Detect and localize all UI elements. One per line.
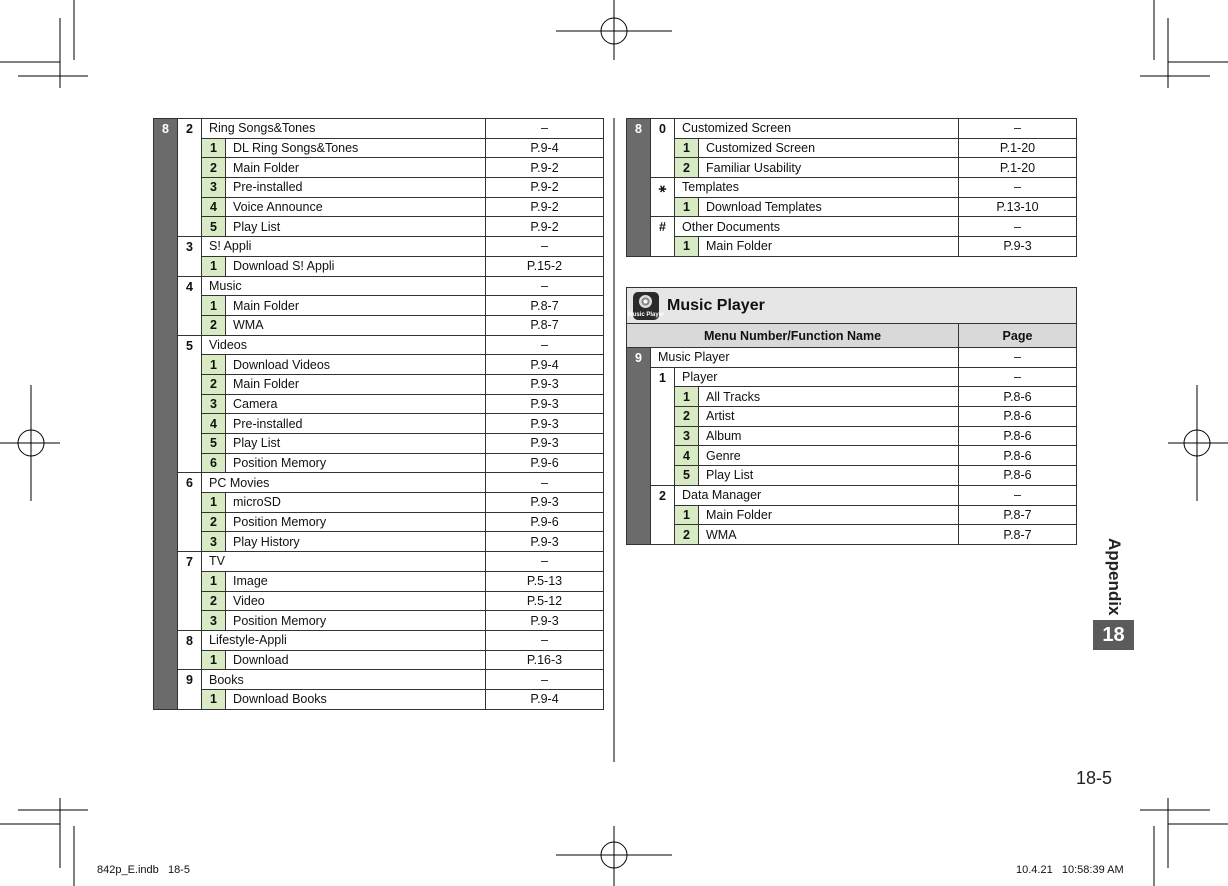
menu-item-page: –: [959, 119, 1077, 139]
submenu-item-number: 3: [202, 178, 226, 198]
submenu-item-label: Download Templates: [699, 197, 959, 217]
menu-item-page: P.13-10: [959, 197, 1077, 217]
submenu-item-label: Play List: [226, 217, 486, 237]
submenu-item-number: 5: [202, 434, 226, 454]
footer-left: 842p_E.indb 18-5: [97, 864, 190, 876]
submenu-item-label: Genre: [699, 446, 959, 466]
menu-item-page: P.8-7: [959, 505, 1077, 525]
left-menu-table: [153, 118, 604, 710]
menu-item-number: 0: [651, 119, 675, 178]
submenu-item-label: Image: [226, 571, 486, 591]
menu-group-number: 8: [627, 119, 651, 257]
submenu-item-label: Download Videos: [226, 355, 486, 375]
submenu-item-label: WMA: [699, 525, 959, 545]
menu-item-page: P.1-20: [959, 138, 1077, 158]
submenu-item-label: Download S! Appli: [226, 256, 486, 276]
submenu-item-number: 3: [202, 394, 226, 414]
menu-item-number: 2: [651, 485, 675, 544]
appendix-side-label: [1099, 538, 1129, 620]
music-player-table: [626, 287, 1077, 545]
submenu-item-number: 1: [675, 237, 699, 257]
menu-item-page: –: [959, 178, 1077, 198]
submenu-item-number: 2: [202, 591, 226, 611]
table-row: [154, 197, 604, 217]
menu-item-page: P.9-3: [486, 374, 604, 394]
table-row: [627, 119, 1077, 139]
submenu-item-number: 1: [202, 296, 226, 316]
menu-item-page: P.9-2: [486, 178, 604, 198]
menu-group-number: 9: [627, 348, 651, 545]
table-row: [154, 237, 604, 257]
submenu-item-number: 2: [202, 512, 226, 532]
right-menu-table: [626, 118, 1077, 257]
menu-item-number: 8: [178, 630, 202, 669]
menu-item-page: –: [486, 237, 604, 257]
column-header-page: Page: [959, 324, 1077, 348]
submenu-item-number: 2: [202, 158, 226, 178]
menu-item-page: P.8-6: [959, 466, 1077, 486]
menu-item-label: S! Appli: [202, 237, 486, 257]
submenu-item-number: 1: [202, 650, 226, 670]
menu-item-page: –: [959, 217, 1077, 237]
submenu-item-label: All Tracks: [699, 387, 959, 407]
table-row: [154, 276, 604, 296]
table-row: [627, 138, 1077, 158]
table-row: [154, 119, 604, 139]
submenu-item-number: 3: [202, 532, 226, 552]
menu-item-label: TV: [202, 552, 486, 572]
table-row: [154, 591, 604, 611]
table-row: [154, 473, 604, 493]
menu-item-page: P.9-3: [486, 611, 604, 631]
menu-item-number: ⚹: [651, 178, 675, 217]
submenu-item-number: 2: [202, 374, 226, 394]
submenu-item-number: 2: [675, 525, 699, 545]
menu-item-label: Templates: [675, 178, 959, 198]
page-number: 18-5: [1076, 768, 1113, 788]
table-row: [627, 505, 1077, 525]
menu-item-label: Ring Songs&Tones: [202, 119, 486, 139]
submenu-item-label: Pre-installed: [226, 178, 486, 198]
table-row: [154, 611, 604, 631]
menu-item-page: P.9-3: [959, 237, 1077, 257]
table-row: [627, 158, 1077, 178]
table-row: [154, 453, 604, 473]
menu-item-number: 1: [651, 367, 675, 485]
submenu-item-label: Video: [226, 591, 486, 611]
submenu-item-label: Main Folder: [699, 237, 959, 257]
menu-item-label: Videos: [202, 335, 486, 355]
table-row: [154, 217, 604, 237]
menu-item-page: –: [486, 473, 604, 493]
submenu-item-number: 5: [202, 217, 226, 237]
table-row: [154, 630, 604, 650]
menu-item-page: P.9-4: [486, 138, 604, 158]
table-row: [154, 532, 604, 552]
submenu-item-number: 1: [202, 355, 226, 375]
menu-item-page: P.5-12: [486, 591, 604, 611]
menu-item-page: P.8-7: [959, 525, 1077, 545]
menu-item-page: P.9-3: [486, 414, 604, 434]
menu-item-page: –: [486, 552, 604, 572]
menu-item-page: P.9-4: [486, 355, 604, 375]
submenu-item-label: DL Ring Songs&Tones: [226, 138, 486, 158]
submenu-item-label: Download Books: [226, 689, 486, 709]
submenu-item-number: 3: [675, 426, 699, 446]
menu-item-page: –: [486, 670, 604, 690]
table-row: [627, 466, 1077, 486]
menu-item-page: –: [959, 485, 1077, 505]
menu-item-label: Player: [675, 367, 959, 387]
submenu-item-number: 1: [675, 138, 699, 158]
submenu-item-number: 4: [202, 414, 226, 434]
table-row: [627, 525, 1077, 545]
menu-item-page: P.9-6: [486, 453, 604, 473]
menu-item-page: P.9-6: [486, 512, 604, 532]
menu-item-label: Lifestyle-Appli: [202, 630, 486, 650]
table-row: [154, 670, 604, 690]
menu-item-page: P.8-6: [959, 446, 1077, 466]
menu-item-page: P.8-6: [959, 387, 1077, 407]
submenu-item-number: 2: [675, 158, 699, 178]
submenu-item-number: 1: [675, 197, 699, 217]
column-header-name: Menu Number/Function Name: [627, 324, 959, 348]
table-row: [627, 407, 1077, 427]
menu-item-number: 9: [178, 670, 202, 709]
submenu-item-label: microSD: [226, 493, 486, 513]
menu-item-page: –: [486, 276, 604, 296]
table-row: [154, 650, 604, 670]
menu-item-number: 4: [178, 276, 202, 335]
table-row: [154, 315, 604, 335]
table-row: [627, 178, 1077, 198]
menu-item-page: P.9-3: [486, 493, 604, 513]
menu-item-label: Data Manager: [675, 485, 959, 505]
table-row: [627, 197, 1077, 217]
chapter-tab: [1093, 620, 1134, 650]
submenu-item-label: WMA: [226, 315, 486, 335]
table-row: [154, 493, 604, 513]
submenu-item-label: Main Folder: [226, 158, 486, 178]
table-row: [627, 426, 1077, 446]
menu-item-label: PC Movies: [202, 473, 486, 493]
table-row: [154, 178, 604, 198]
table-row: [154, 355, 604, 375]
submenu-item-label: Familiar Usability: [699, 158, 959, 178]
menu-item-page: –: [486, 335, 604, 355]
submenu-item-number: 1: [675, 505, 699, 525]
submenu-item-number: 1: [202, 493, 226, 513]
menu-item-page: P.9-3: [486, 434, 604, 454]
submenu-item-label: Main Folder: [699, 505, 959, 525]
menu-item-page: P.1-20: [959, 158, 1077, 178]
menu-group-number: 8: [154, 119, 178, 710]
menu-item-label: Music Player: [651, 348, 959, 368]
table-row: [154, 689, 604, 709]
music-player-icon-text: Music Player: [627, 311, 665, 318]
submenu-item-number: 1: [202, 256, 226, 276]
table-row: [154, 434, 604, 454]
submenu-item-number: 4: [675, 446, 699, 466]
submenu-item-label: Position Memory: [226, 611, 486, 631]
table-row: [154, 138, 604, 158]
submenu-item-label: Play List: [226, 434, 486, 454]
table-row: [154, 512, 604, 532]
menu-item-number: 2: [178, 119, 202, 237]
table-row: [627, 348, 1077, 368]
table-row: [154, 414, 604, 434]
submenu-item-number: 3: [202, 611, 226, 631]
table-row: [154, 374, 604, 394]
menu-item-number: 6: [178, 473, 202, 552]
submenu-item-label: Main Folder: [226, 296, 486, 316]
menu-item-number: 5: [178, 335, 202, 473]
submenu-item-label: Album: [699, 426, 959, 446]
submenu-item-number: 2: [675, 407, 699, 427]
submenu-item-label: Artist: [699, 407, 959, 427]
submenu-item-label: Customized Screen: [699, 138, 959, 158]
menu-item-page: P.9-2: [486, 217, 604, 237]
chapter-number: 18: [1102, 623, 1125, 646]
menu-item-page: P.8-7: [486, 315, 604, 335]
submenu-item-number: 2: [202, 315, 226, 335]
table-row: [154, 571, 604, 591]
table-row: [154, 158, 604, 178]
menu-item-label: Music: [202, 276, 486, 296]
submenu-item-label: Position Memory: [226, 453, 486, 473]
music-player-icon: [627, 292, 665, 320]
menu-item-page: –: [486, 119, 604, 139]
submenu-item-label: Play List: [699, 466, 959, 486]
menu-item-number: 3: [178, 237, 202, 276]
table-row: [627, 237, 1077, 257]
submenu-item-label: Main Folder: [226, 374, 486, 394]
table-row: [627, 446, 1077, 466]
submenu-item-label: Download: [226, 650, 486, 670]
submenu-item-number: 5: [675, 466, 699, 486]
submenu-item-label: Pre-installed: [226, 414, 486, 434]
menu-item-label: Books: [202, 670, 486, 690]
table-row: [627, 217, 1077, 237]
menu-item-page: P.15-2: [486, 256, 604, 276]
menu-item-page: P.8-7: [486, 296, 604, 316]
table-row: [154, 335, 604, 355]
submenu-item-number: 1: [202, 571, 226, 591]
menu-item-page: P.9-3: [486, 394, 604, 414]
menu-item-page: P.9-3: [486, 532, 604, 552]
menu-item-page: P.8-6: [959, 426, 1077, 446]
table-row: [627, 387, 1077, 407]
menu-item-page: P.5-13: [486, 571, 604, 591]
submenu-item-label: Play History: [226, 532, 486, 552]
table-row: [627, 367, 1077, 387]
menu-item-page: P.16-3: [486, 650, 604, 670]
menu-item-label: Customized Screen: [675, 119, 959, 139]
menu-item-page: –: [486, 630, 604, 650]
submenu-item-number: 1: [675, 387, 699, 407]
footer-right: 10.4.21 10:58:39 AM: [1016, 864, 1124, 876]
table-row: [154, 552, 604, 572]
music-player-title: Music Player: [667, 296, 765, 314]
menu-item-page: –: [959, 367, 1077, 387]
menu-item-page: –: [959, 348, 1077, 368]
appendix-label: Appendix: [1105, 538, 1124, 616]
submenu-item-number: 1: [202, 138, 226, 158]
table-row: [154, 394, 604, 414]
table-row: [627, 485, 1077, 505]
submenu-item-label: Position Memory: [226, 512, 486, 532]
menu-item-page: P.9-4: [486, 689, 604, 709]
submenu-item-number: 6: [202, 453, 226, 473]
menu-item-number: 7: [178, 552, 202, 631]
submenu-item-number: 4: [202, 197, 226, 217]
music-player-title-row: [627, 288, 1077, 324]
table-row: [154, 296, 604, 316]
menu-item-page: P.9-2: [486, 197, 604, 217]
table-row: [154, 256, 604, 276]
submenu-item-label: Camera: [226, 394, 486, 414]
menu-item-number: #: [651, 217, 675, 256]
menu-item-page: P.9-2: [486, 158, 604, 178]
submenu-item-number: 1: [202, 689, 226, 709]
menu-item-label: Other Documents: [675, 217, 959, 237]
submenu-item-label: Voice Announce: [226, 197, 486, 217]
menu-item-page: P.8-6: [959, 407, 1077, 427]
